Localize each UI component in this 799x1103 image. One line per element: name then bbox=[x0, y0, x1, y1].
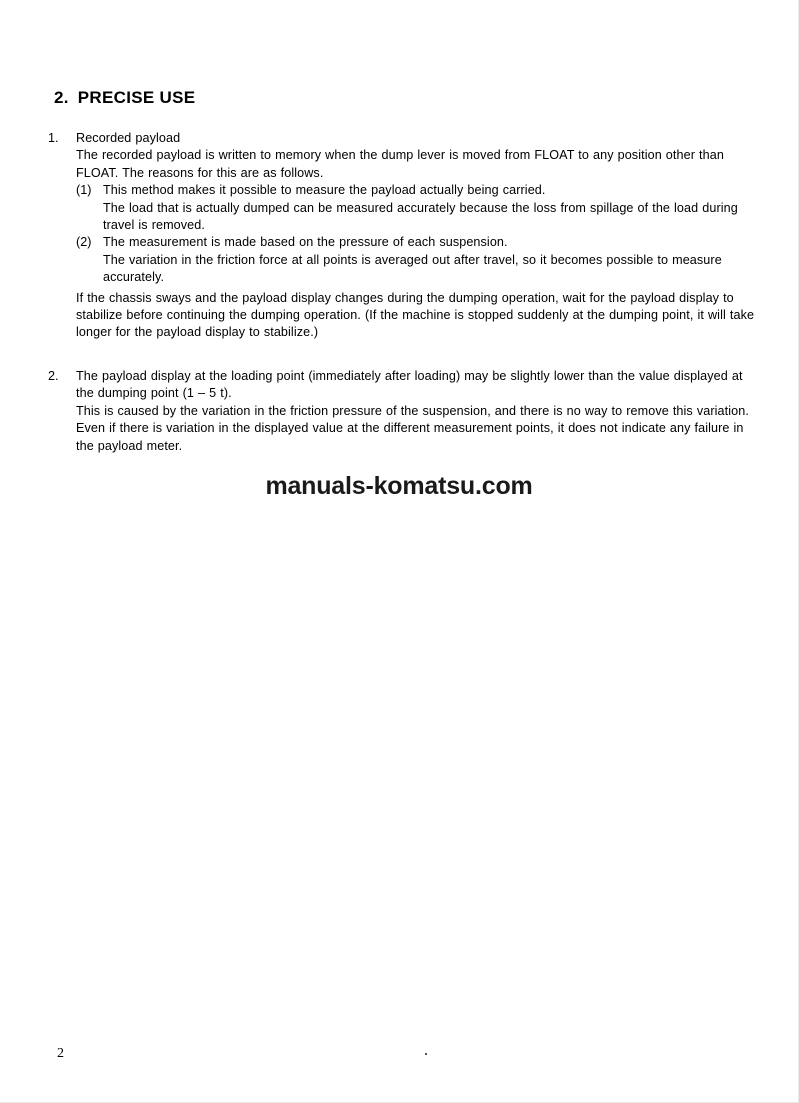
sub-item-2-text: The measurement is made based on the pressure of each suspension. bbox=[103, 235, 508, 250]
sub-item-2-body bbox=[103, 234, 760, 251]
sub-item-2-detail-wrap bbox=[103, 252, 760, 287]
watermark: manuals-komatsu.com bbox=[265, 472, 533, 500]
item-1-intro: The recorded payload is written to memory when the dump lever is moved from FLOAT to any position other than FLOAT. The reasons for this are as follows. bbox=[76, 148, 724, 180]
page-number: 2 bbox=[57, 1046, 64, 1061]
item-2-paragraph-1: The payload display at the loading point (immediately after loading) may be slightly lower than the value displayed at the dumping point (1 – 5 t). bbox=[76, 368, 743, 401]
item-1-tail: If the chassis sways and the payload display changes during the dumping operation, wait for the payload display to stabilize before continuing the dumping operation. (If the machine is stopped suddenly at the dumping point, it will take longer for the payload display to stabilize.) bbox=[76, 290, 755, 340]
section-title-text: PRECISE USE bbox=[77, 88, 196, 107]
page-title bbox=[54, 88, 760, 108]
sub-item-1 bbox=[76, 182, 760, 199]
sub-item-2-detail: The variation in the friction force at all points is averaged out after travel, so it becomes possible to measure accurately. bbox=[103, 252, 722, 285]
footer-dot bbox=[425, 1053, 427, 1055]
item-1-title: Recorded payload bbox=[76, 131, 181, 145]
item-2-body bbox=[76, 368, 760, 455]
section-number: 2. bbox=[54, 88, 69, 107]
sub-item-2 bbox=[76, 234, 760, 251]
list-item-1 bbox=[48, 130, 760, 342]
page-content bbox=[48, 88, 760, 473]
sub-item-1-body bbox=[103, 182, 760, 199]
item-2-number: 2. bbox=[48, 368, 59, 383]
sub-item-1-text: This method makes it possible to measure the payload actually being carried. bbox=[103, 183, 546, 198]
item-1-number: 1. bbox=[48, 131, 59, 145]
sub-item-1-detail-wrap bbox=[103, 200, 760, 235]
item-2-paragraph-2: This is caused by the variation in the friction pressure of the suspension, and there is no way to remove this variation. Even if there is variation in the displayed value at the different measurement points, it does not indicate any failure in the payload meter. bbox=[76, 403, 749, 453]
list-item-2 bbox=[48, 368, 760, 455]
sub-item-1-detail: The load that is actually dumped can be measured accurately because the loss from spillage of the load during travel is removed. bbox=[103, 200, 738, 233]
sub-item-1-number: (1) bbox=[76, 183, 92, 198]
sub-item-2-number: (2) bbox=[76, 235, 92, 250]
item-1-body bbox=[76, 130, 760, 342]
